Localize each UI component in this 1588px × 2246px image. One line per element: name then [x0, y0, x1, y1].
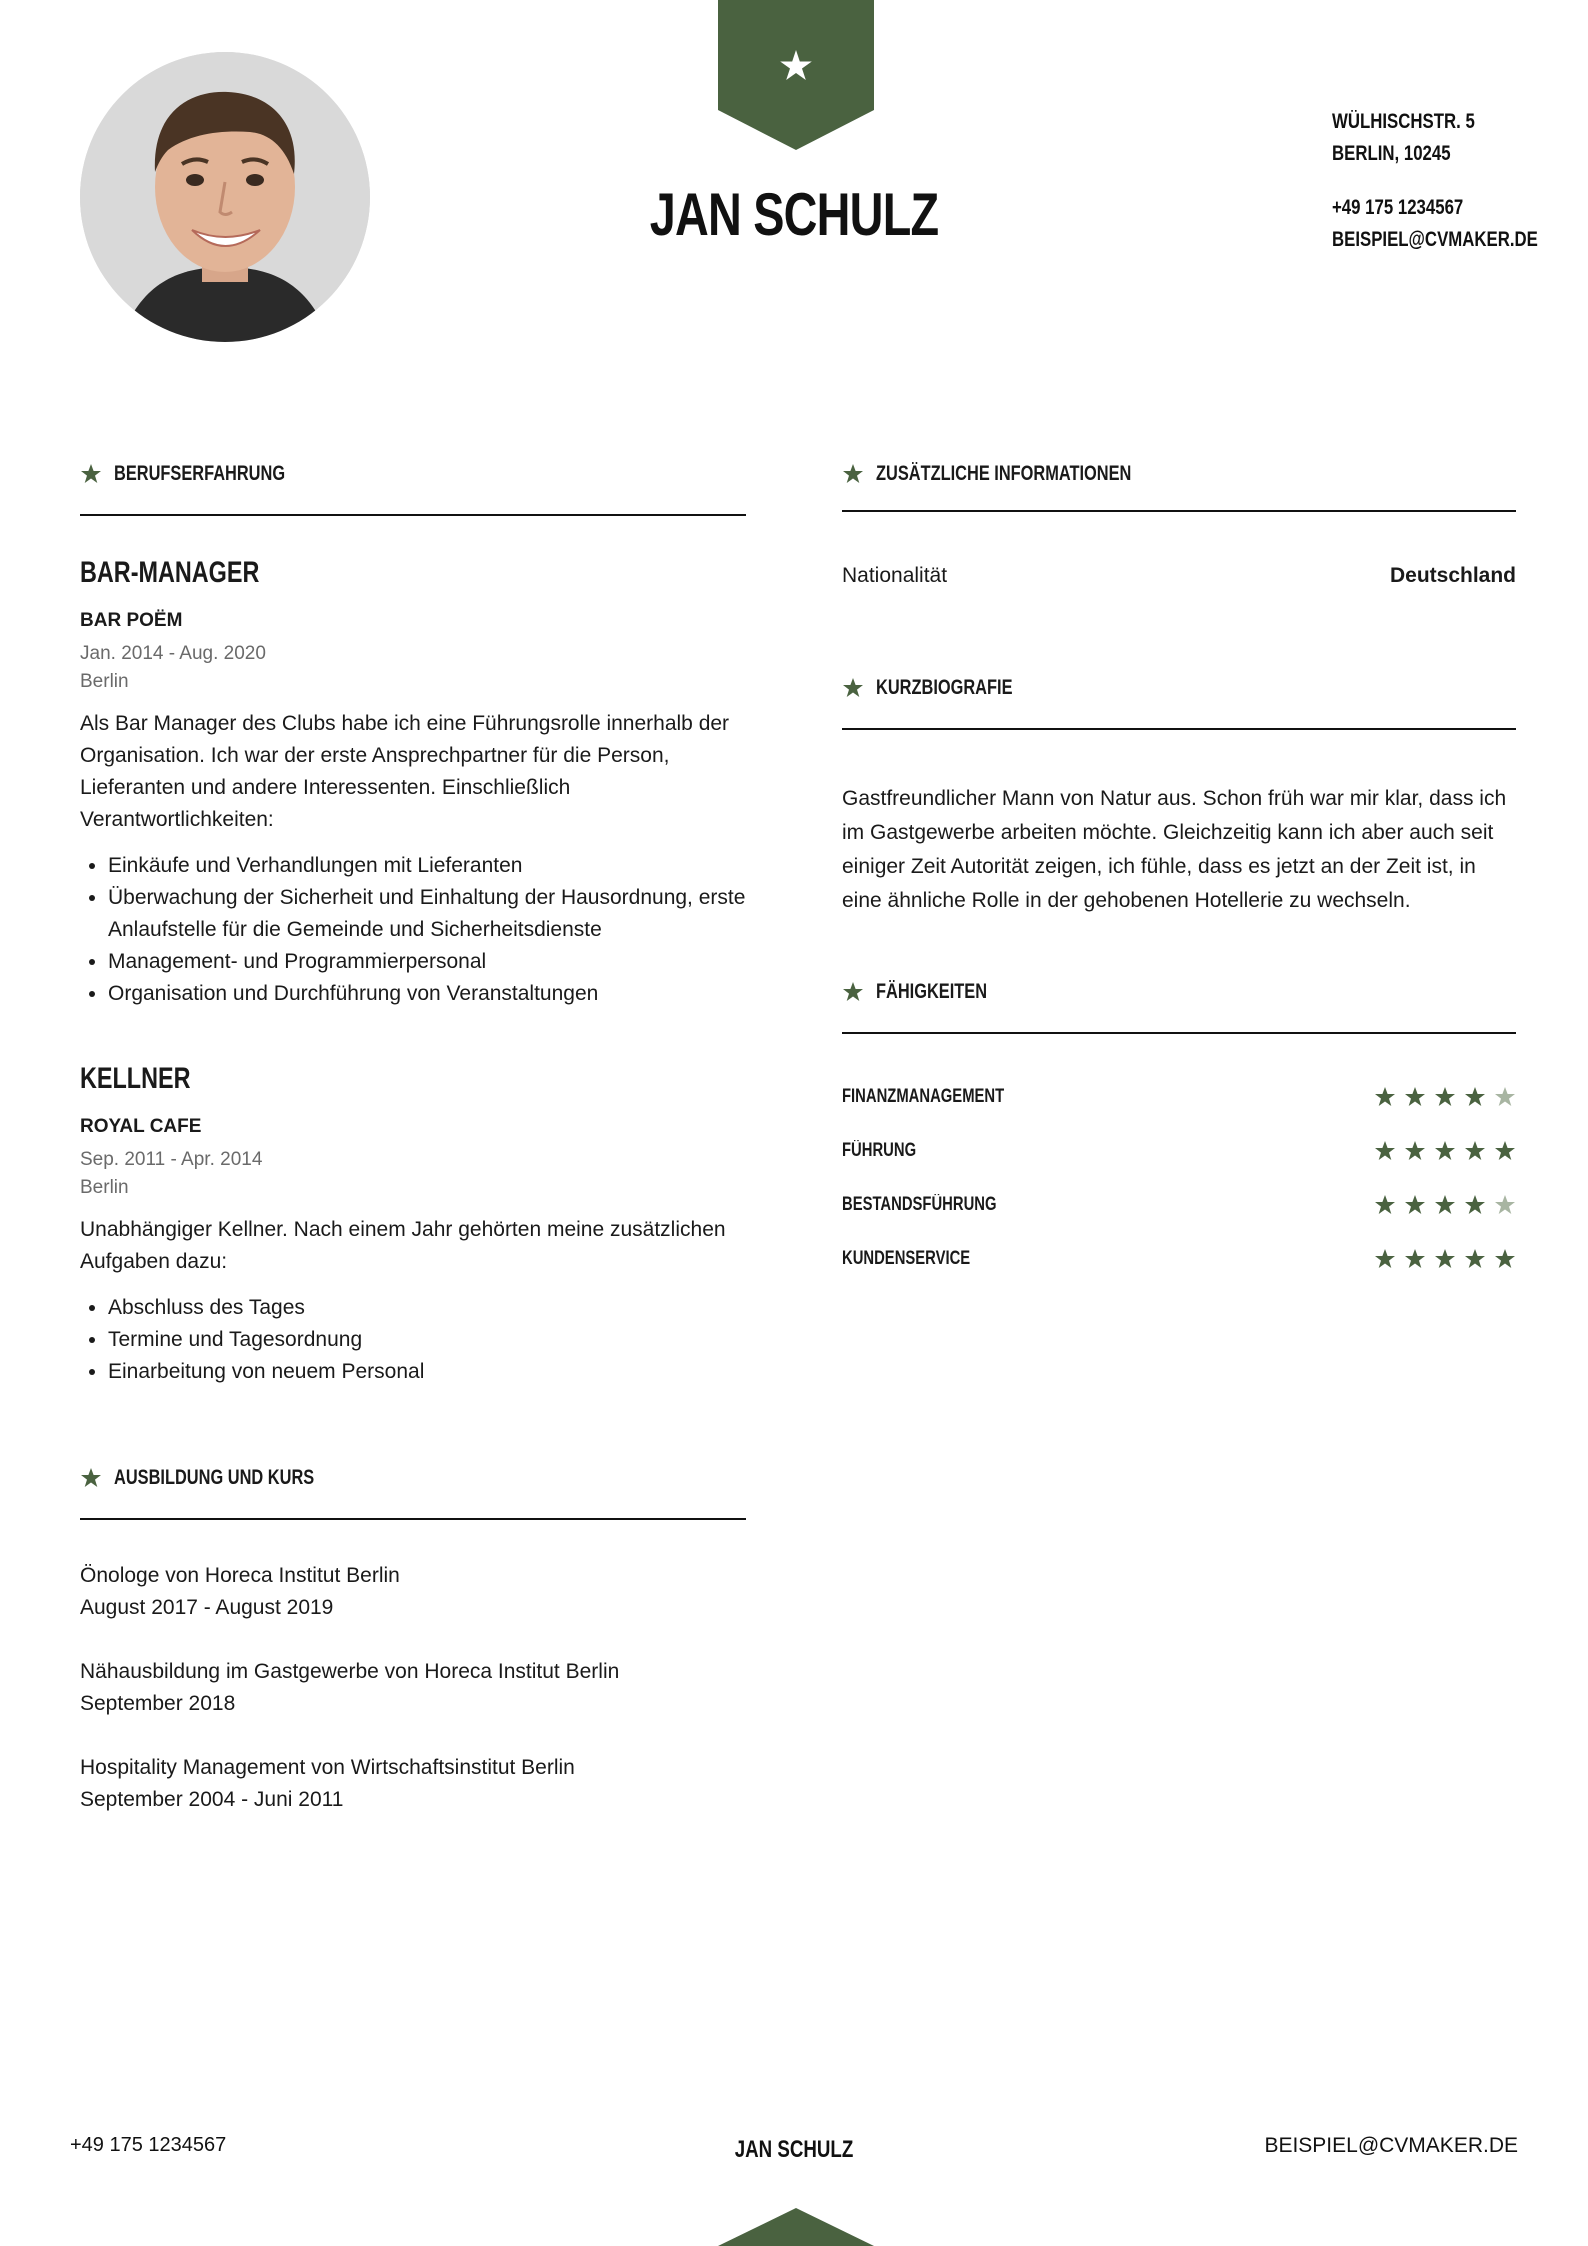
- right-column: [842, 456, 1516, 1286]
- job-description: Als Bar Manager des Clubs habe ich eine Führungsrolle innerhalb der Organisation. Ich war der erste Ansprechpartner für die Person, Lieferanten und andere Interessenten. Einschließlich Verantwortlichkeiten:: [80, 712, 730, 831]
- bio-heading: KURZBIOGRAFIE: [842, 670, 1516, 706]
- additional-info-heading: ZUSÄTZLICHE INFORMATIONEN: [842, 456, 1516, 492]
- star-filled-icon: [1464, 1086, 1486, 1108]
- section-divider: [842, 1032, 1516, 1034]
- skill-row: [842, 1178, 1516, 1232]
- star-filled-icon: [1494, 1248, 1516, 1270]
- job-entry: [80, 1062, 746, 1388]
- footer-name: JAN SCHULZ: [734, 2136, 854, 2163]
- skill-rating: [1374, 1194, 1516, 1216]
- skill-rating: [1374, 1248, 1516, 1270]
- star-filled-icon: [1374, 1086, 1396, 1108]
- left-column: [80, 456, 746, 1816]
- job-entry: [80, 556, 746, 1010]
- skill-name: KUNDENSERVICE: [842, 1248, 971, 1269]
- experience-heading: BERUFSERFAHRUNG: [80, 456, 746, 492]
- star-filled-icon: [1464, 1140, 1486, 1162]
- list-item: • Termine und Tagesordnung: [108, 1324, 746, 1356]
- education-item: [80, 1656, 746, 1720]
- section-divider: [80, 1518, 746, 1520]
- star-filled-icon: [1464, 1248, 1486, 1270]
- star-filled-icon: [1434, 1248, 1456, 1270]
- star-filled-icon: [1494, 1140, 1516, 1162]
- skills-heading: FÄHIGKEITEN: [842, 974, 1516, 1010]
- education-heading: AUSBILDUNG UND KURS: [80, 1460, 746, 1496]
- footer-email: BEISPIEL@CVMAKER.DE: [1264, 2134, 1518, 2157]
- job-title: KELLNER: [80, 1062, 191, 1095]
- contact-block: [1332, 106, 1562, 256]
- section-divider: [842, 510, 1516, 512]
- applicant-name: JAN SCHULZ: [649, 181, 939, 248]
- star-filled-icon: [1464, 1194, 1486, 1216]
- star-empty-icon: [1494, 1194, 1516, 1216]
- list-item: • Organisation und Durchführung von Veranstaltungen: [108, 978, 746, 1010]
- star-filled-icon: [1404, 1086, 1426, 1108]
- star-icon: [842, 981, 864, 1003]
- skill-name: BESTANDSFÜHRUNG: [842, 1194, 997, 1215]
- education-name: Hospitality Management von Wirtschaftsinstitut Berlin: [80, 1756, 575, 1779]
- job-bullets: [80, 850, 746, 1010]
- company-name: BAR POËM: [80, 610, 183, 631]
- section-divider: [842, 728, 1516, 730]
- header-banner: [718, 0, 874, 150]
- star-filled-icon: [1434, 1194, 1456, 1216]
- skill-row: [842, 1232, 1516, 1286]
- skills-list: [842, 1070, 1516, 1286]
- skill-row: [842, 1124, 1516, 1178]
- company-name: ROYAL CAFE: [80, 1116, 202, 1137]
- job-title: BAR-MANAGER: [80, 556, 260, 589]
- star-empty-icon: [1494, 1086, 1516, 1108]
- skill-name: FINANZMANAGEMENT: [842, 1086, 1005, 1107]
- list-item: • Überwachung der Sicherheit und Einhaltung der Hausordnung, erste Anlaufstelle für die Gemeinde und Sicherheitsdienste: [108, 882, 746, 946]
- address-line-2: BERLIN, 10245: [1332, 142, 1451, 165]
- skill-row: [842, 1070, 1516, 1124]
- education-name: Önologe von Horeca Institut Berlin: [80, 1564, 400, 1587]
- star-filled-icon: [1404, 1194, 1426, 1216]
- star-icon: [80, 1467, 102, 1489]
- star-filled-icon: [1434, 1140, 1456, 1162]
- footer-phone: +49 175 1234567: [70, 2134, 227, 2156]
- star-icon: [842, 463, 864, 485]
- contact-email: BEISPIEL@CVMAKER.DE: [1332, 228, 1538, 251]
- star-filled-icon: [1404, 1248, 1426, 1270]
- bio-text: Gastfreundlicher Mann von Natur aus. Schon früh war mir klar, dass ich im Gastgewerbe arbeiten möchte. Gleichzeitig kann ich aber auch seit einiger Zeit Autorität zeigen, ich fühle, dass es jetzt an der Zeit ist, in eine ähnliche Rolle in der gehobenen Hotellerie zu wechseln.: [842, 787, 1507, 912]
- contact-phone: +49 175 1234567: [1332, 196, 1464, 219]
- job-bullets: [80, 1292, 746, 1388]
- info-label: Nationalität: [842, 564, 948, 587]
- star-filled-icon: [1434, 1086, 1456, 1108]
- education-name: Nähausbildung im Gastgewerbe von Horeca Institut Berlin: [80, 1660, 620, 1683]
- star-icon: [842, 677, 864, 699]
- education-dates: September 2018: [80, 1692, 236, 1715]
- star-filled-icon: [1404, 1140, 1426, 1162]
- list-item: • Einkäufe und Verhandlungen mit Lieferanten: [108, 850, 746, 882]
- education-dates: September 2004 - Juni 2011: [80, 1788, 344, 1811]
- job-dates: Sep. 2011 - Apr. 2014: [80, 1149, 263, 1170]
- list-item: • Abschluss des Tages: [108, 1292, 746, 1324]
- education-item: [80, 1752, 746, 1816]
- skill-name: FÜHRUNG: [842, 1140, 917, 1161]
- address-line-1: WÜLHISCHSTR. 5: [1332, 110, 1475, 133]
- list-item: • Management- und Programmierpersonal: [108, 946, 746, 978]
- job-location: Berlin: [80, 671, 129, 692]
- job-description: Unabhängiger Kellner. Nach einem Jahr gehörten meine zusätzlichen Aufgaben dazu:: [80, 1218, 726, 1273]
- skill-rating: [1374, 1086, 1516, 1108]
- education-dates: August 2017 - August 2019: [80, 1596, 334, 1619]
- education-item: [80, 1560, 746, 1624]
- star-filled-icon: [1374, 1248, 1396, 1270]
- education-list: [80, 1560, 746, 1816]
- star-filled-icon: [1374, 1194, 1396, 1216]
- job-location: Berlin: [80, 1177, 129, 1198]
- footer-banner: [718, 2204, 874, 2246]
- list-item: • Einarbeitung von neuem Personal: [108, 1356, 746, 1388]
- section-divider: [80, 514, 746, 516]
- skill-rating: [1374, 1140, 1516, 1162]
- star-filled-icon: [1374, 1140, 1396, 1162]
- star-icon: [80, 463, 102, 485]
- info-value: Deutschland: [1389, 564, 1516, 587]
- info-row-nationality: [842, 564, 1516, 588]
- job-dates: Jan. 2014 - Aug. 2020: [80, 643, 266, 664]
